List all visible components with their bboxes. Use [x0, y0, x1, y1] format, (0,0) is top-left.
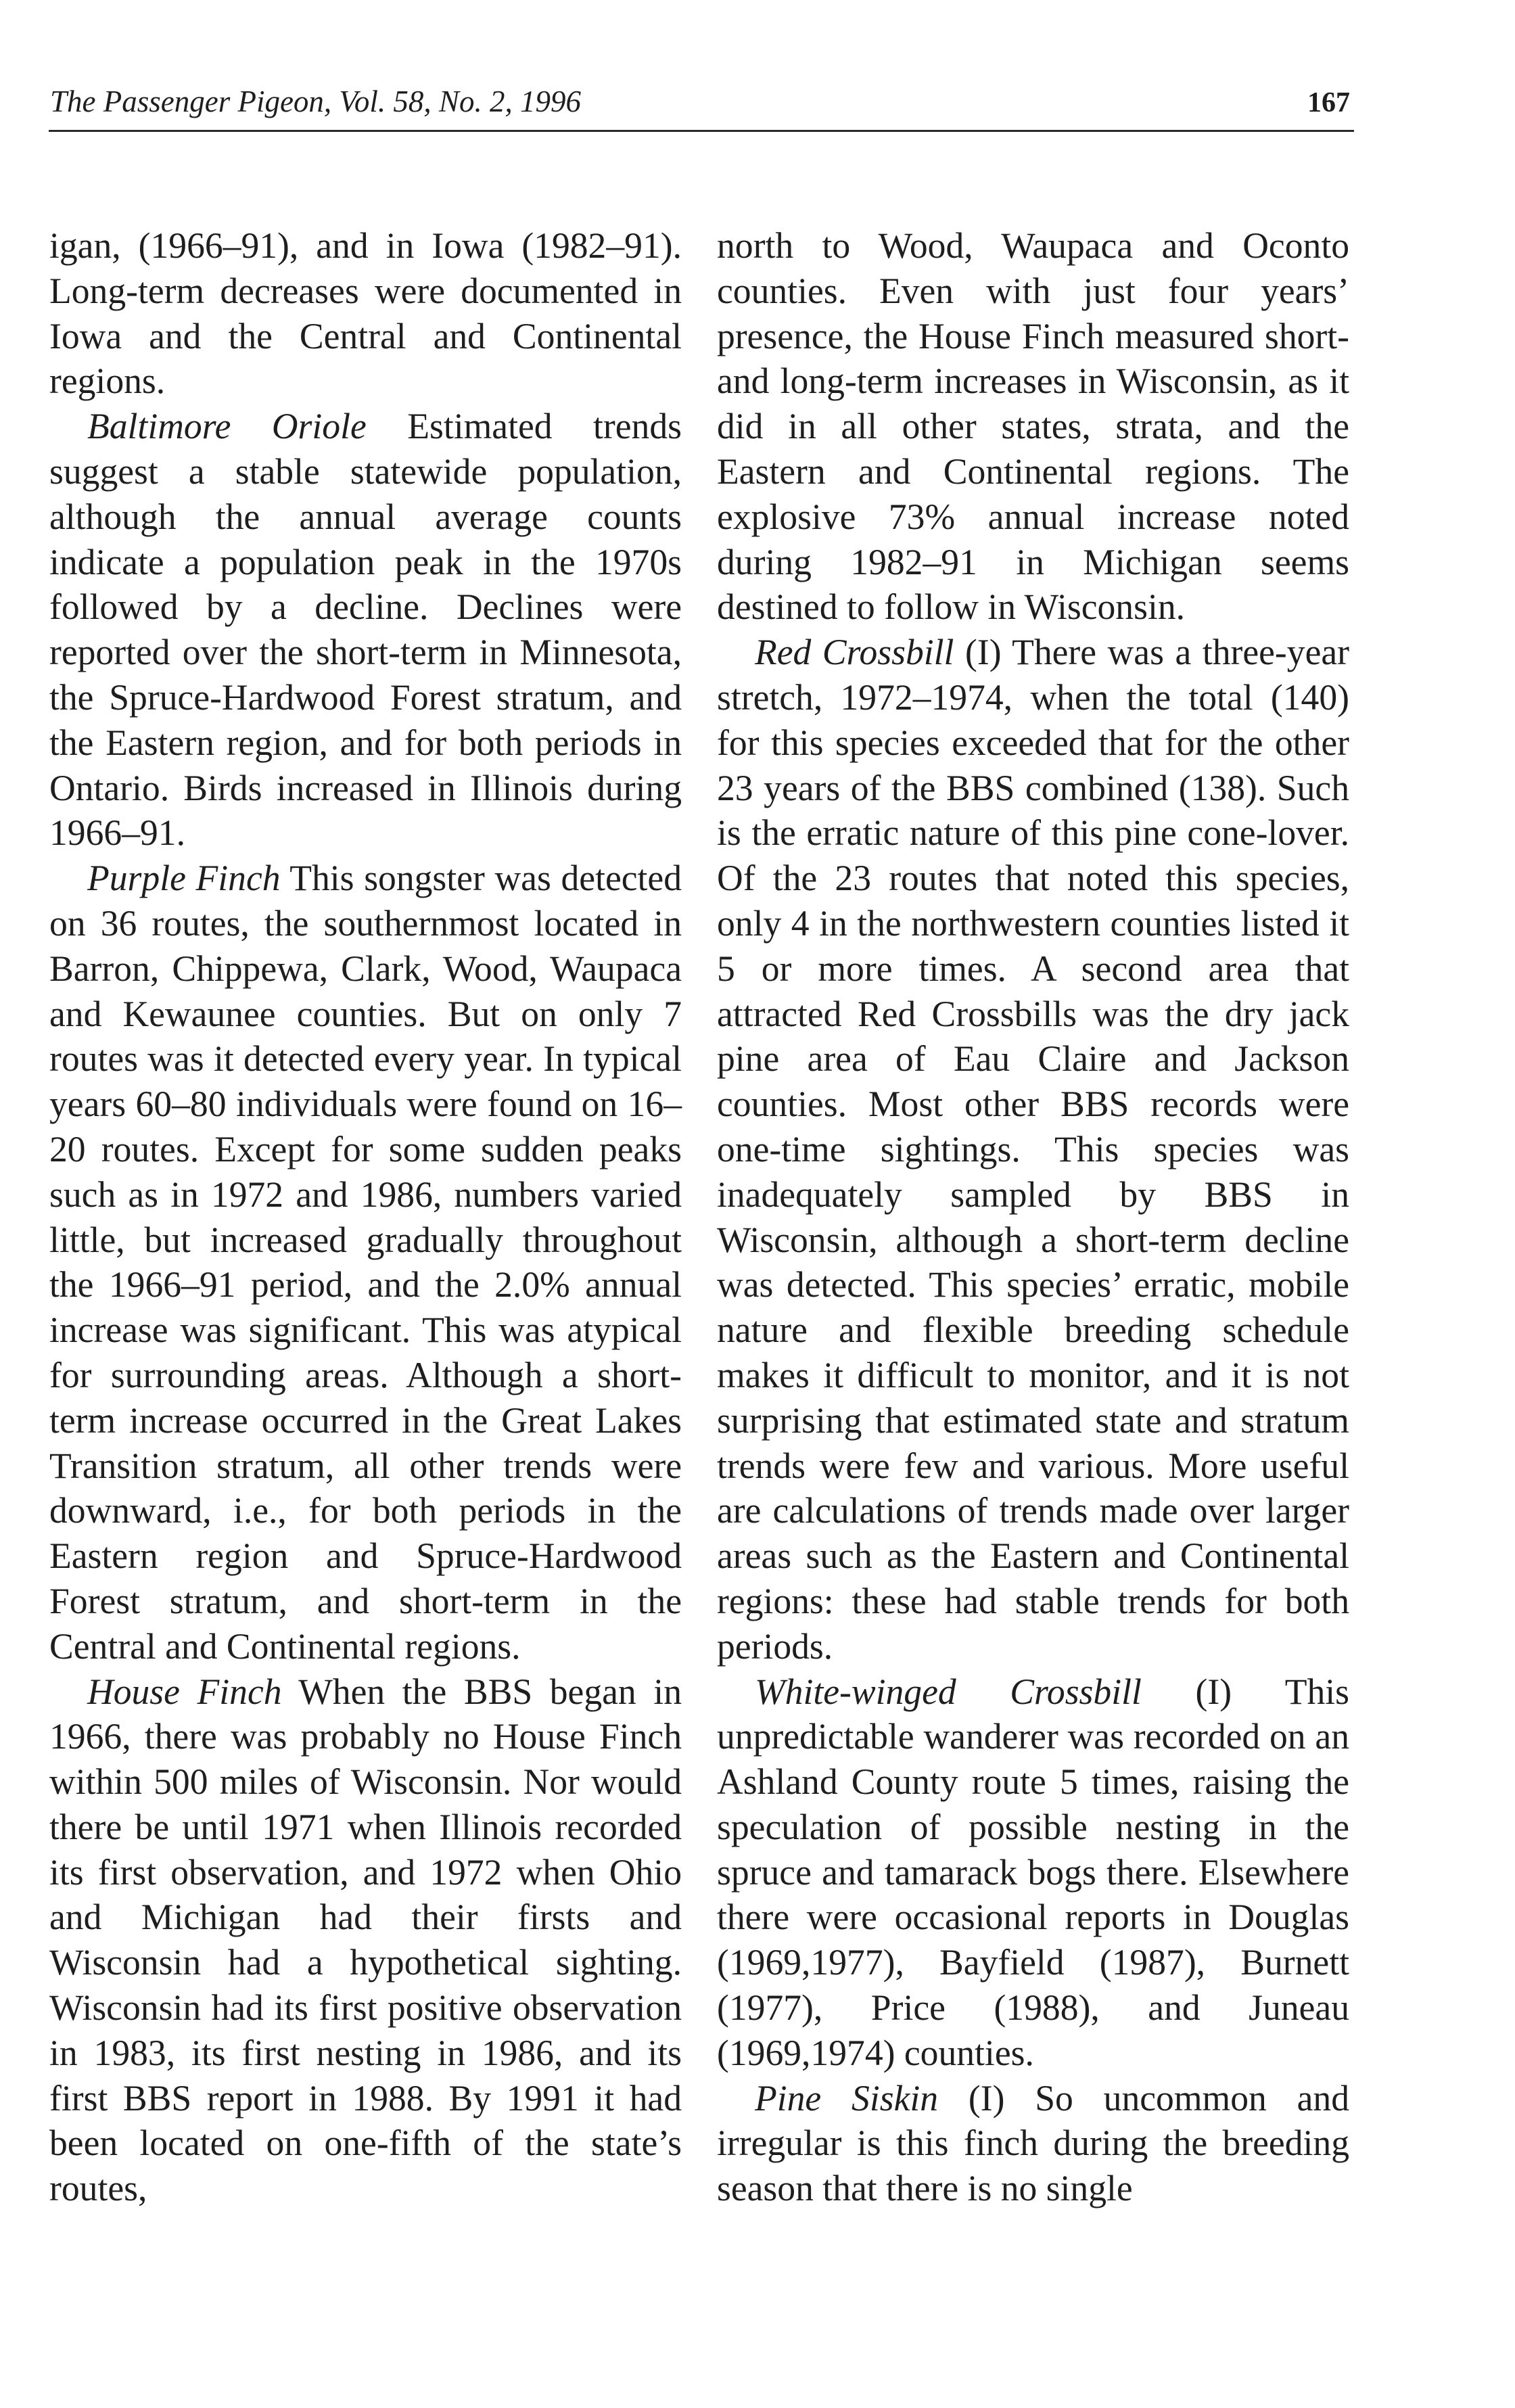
- right-column: [717, 223, 1349, 2211]
- paragraph-text: (I) So uncommon and irregular is this finch during the breeding season that there is no single: [717, 2077, 1349, 2209]
- paragraph-text: When the BBS began in 1966, there was probably no House Finch within 500 miles of Wisconsin. Nor would there be until 1971 when Illinois recorded its first observation, and 1972 when Ohio and Michigan had their firsts and Wisconsin had a hypothetical sighting. Wisconsin had its first positive observation in 1983, its first nesting in 1986, and its first BBS report in 1988. By 1991 it had been located on one-fifth of the state’s routes,: [49, 1671, 682, 2209]
- paragraph-text: north to Wood, Waupaca and Oconto counties. Even with just four years’ presence, the House Finch measured short- and long-term increases in Wisconsin, as it did in all other states, strata, and the Eastern and Continental regions. The explosive 73% annual increase noted during 1982–91 in Michigan seems destined to follow in Wisconsin.: [717, 225, 1349, 628]
- paragraph-text: igan, (1966–91), and in Iowa (1982–91). Long-term decreases were documented in Iowa and the Central and Continental regions.: [49, 225, 682, 402]
- species-name: White-winged Crossbill: [755, 1671, 1142, 1712]
- paragraph-pine-siskin: [717, 2076, 1349, 2211]
- paragraph-text: (I) This unpredictable wanderer was recorded on an Ashland County route 5 times, raising the speculation of possible nesting in the spruce and tamarack bogs there. Elsewhere there were occasional reports in Douglas (1969,1977), Bayfield (1987), Burnett (1977), Price (1988), and Juneau (1969,1974) counties.: [717, 1671, 1349, 2073]
- left-column: [49, 223, 682, 2211]
- paragraph-red-crossbill: [717, 630, 1349, 1669]
- paragraph-baltimore-oriole: [49, 404, 682, 856]
- paragraph-house-finch: [49, 1669, 682, 2212]
- journal-citation: The Passenger Pigeon, Vol. 58, No. 2, 1996: [50, 85, 581, 118]
- species-name: House Finch: [87, 1671, 282, 1712]
- paragraph-text: (I) There was a three-year stretch, 1972–1974, when the total (140) for this species exceeded that for the other 23 years of the BBS combined (138). Such is the erratic nature of this pine cone-lover. Of the 23 routes that noted this species, only 4 in the northwestern counties listed it 5 or more times. A second area that attracted Red Crossbills was the dry jack pine area of Eau Claire and Jackson counties. Most other BBS records were one-time sightings. This species was inadequately sampled by BBS in Wisconsin, although a short-term decline was detected. This species’ erratic, mobile nature and flexible breeding schedule makes it difficult to monitor, and it is not surprising that estimated state and stratum trends were few and various. More useful are calculations of trends made over larger areas such as the Eastern and Continental regions: these had stable trends for both periods.: [717, 632, 1349, 1667]
- species-name: Red Crossbill: [755, 632, 954, 673]
- paragraph-text: Estimated trends suggest a stable statewide population, although the annual average counts indicate a population peak in the 1970s followed by a decline. Declines were reported over the short-term in Minnesota, the Spruce-Hardwood Forest stratum, and the Eastern region, and for both periods in Ontario. Birds increased in Illinois during 1966–91.: [49, 406, 682, 854]
- species-name: Baltimore Oriole: [87, 406, 367, 447]
- paragraph-continued: [717, 223, 1349, 630]
- running-header: [49, 80, 1354, 132]
- page-number: 167: [1307, 87, 1350, 118]
- paragraph-purple-finch: [49, 856, 682, 1669]
- paragraph-text: This songster was detected on 36 routes, the southernmost located in Barron, Chippewa, Clark, Wood, Waupaca and Kewaunee counties. But on only 7 routes was it detected every year. In typical years 60–80 individuals were found on 16–20 routes. Except for some sudden peaks such as in 1972 and 1986, numbers varied little, but increased gradually throughout the 1966–91 period, and the 2.0% annual increase was significant. This was atypical for surrounding areas. Although a short-term increase occurred in the Great Lakes Transition stratum, all other trends were downward, i.e., for both periods in the Eastern region and Spruce-Hardwood Forest stratum, and short-term in the Central and Continental regions.: [49, 858, 682, 1667]
- species-name: Purple Finch: [87, 858, 281, 899]
- species-name: Pine Siskin: [755, 2077, 939, 2118]
- paragraph-white-winged-crossbill: [717, 1669, 1349, 2076]
- paragraph-continued: [49, 223, 682, 404]
